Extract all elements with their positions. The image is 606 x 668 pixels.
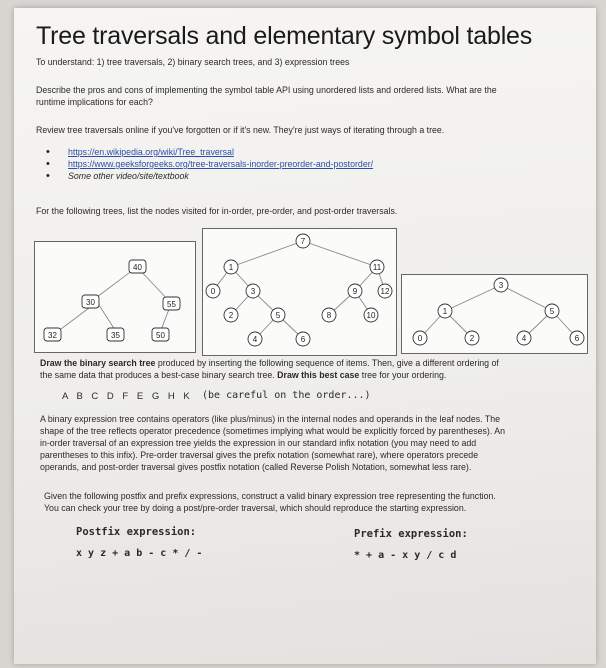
expression-tree-paragraph: A binary expression tree contains operators (like plus/minus) in the internal nodes and operands in the leaf nodes. The shape of the tree reflects operator precedence (sometimes implying what would be explicitly forced by parentheses). An in-order traversal of an expression tree yields the expression in our standard infix notation (you may need to add parentheses to this infix). Pre-order traversal gives the prefix notation (somewhat rare), where operators precede operands, and post-order traversal gives postfix notation (called Reverse Polish Notation, somewhat less rare). xyxy=(40,414,506,472)
svg-text:3: 3 xyxy=(498,281,504,290)
page-title: Tree traversals and elementary symbol tables xyxy=(36,22,533,50)
svg-text:8: 8 xyxy=(326,311,332,320)
tree-node xyxy=(206,284,220,298)
svg-text:5: 5 xyxy=(275,311,281,320)
tree-3-svg xyxy=(402,275,587,353)
list-item xyxy=(42,171,562,183)
trees-instruction: For the following trees, list the nodes visited for in-order, pre-order, and post-order traversals. xyxy=(36,206,398,216)
svg-text:0: 0 xyxy=(210,287,216,296)
tree-node xyxy=(296,332,310,346)
tree-node xyxy=(82,295,99,308)
tree-node xyxy=(370,260,384,274)
tree-node xyxy=(224,260,238,274)
tree-diagram-3 xyxy=(401,274,588,354)
tree-node xyxy=(413,331,427,345)
svg-text:50: 50 xyxy=(156,330,165,340)
bst-line-2: the same data that produces a best-case binary search tree. Draw this best case tree for your ordering. xyxy=(40,370,447,380)
tree-node xyxy=(296,234,310,248)
given-paragraph: Given the following postfix and prefix expressions, construct a valid binary expression tree representing the function. You can check your tree by doing a post/pre-order traversal, which should reproduce the starting expression. xyxy=(44,491,496,513)
svg-text:6: 6 xyxy=(300,335,306,344)
svg-text:55: 55 xyxy=(167,299,176,309)
svg-text:11: 11 xyxy=(372,263,382,272)
svg-text:5: 5 xyxy=(549,307,555,316)
svg-text:4: 4 xyxy=(521,334,527,343)
svg-text:0: 0 xyxy=(417,334,423,343)
tree-node xyxy=(152,328,169,341)
prefix-expression: * + a - x y / c d xyxy=(354,550,457,561)
review-text: Review tree traversals online if you've forgotten or if it's new. They're just ways of iterating through a tree. xyxy=(36,125,445,135)
svg-text:3: 3 xyxy=(250,287,256,296)
tree-node xyxy=(545,304,559,318)
prefix-label: Prefix expression: xyxy=(354,528,468,540)
links-list xyxy=(42,147,562,183)
svg-text:2: 2 xyxy=(228,311,234,320)
svg-text:30: 30 xyxy=(86,297,95,307)
bst-instructions xyxy=(40,357,580,381)
svg-text:12: 12 xyxy=(380,287,390,296)
svg-text:4: 4 xyxy=(252,335,258,344)
postfix-expression: x y z + a b - c * / - xyxy=(76,548,203,559)
svg-text:2: 2 xyxy=(469,334,475,343)
tree-node xyxy=(570,331,584,345)
tree-node xyxy=(271,308,285,322)
svg-text:1: 1 xyxy=(442,307,448,316)
tree-edge xyxy=(97,302,115,330)
svg-text:35: 35 xyxy=(111,330,120,340)
tree-node xyxy=(364,308,378,322)
postfix-label: Postfix expression: xyxy=(76,526,197,538)
understand-text: To understand: 1) tree traversals, 2) binary search trees, and 3) expression trees xyxy=(36,57,350,67)
tree-node xyxy=(246,284,260,298)
tree-diagram-1 xyxy=(34,241,196,353)
bst-line-1: Draw the binary search tree produced by inserting the following sequence of items. Then, give a different ordering of xyxy=(40,358,499,368)
bst-sequence: A B C D F E G H K xyxy=(62,391,193,402)
tree-node xyxy=(517,331,531,345)
tree-node xyxy=(248,332,262,346)
svg-text:1: 1 xyxy=(228,263,234,272)
other-resources-text: Some other video/site/textbook xyxy=(68,171,189,181)
tree-node xyxy=(129,260,146,273)
bst-caution: (be careful on the order...) xyxy=(202,390,371,401)
tree-node xyxy=(438,304,452,318)
tree-node xyxy=(107,328,124,341)
svg-text:6: 6 xyxy=(574,334,580,343)
svg-text:32: 32 xyxy=(48,330,57,340)
geeksforgeeks-link[interactable]: https://www.geeksforgeeks.org/tree-traversals-inorder-preorder-and-postorder/ xyxy=(68,159,374,169)
tree-2-svg xyxy=(203,229,396,355)
tree-node xyxy=(494,278,508,292)
tree-node xyxy=(163,297,180,310)
tree-diagram-2 xyxy=(202,228,397,356)
describe-line-2: runtime implications for each? xyxy=(36,97,153,107)
tree-node xyxy=(378,284,392,298)
wikipedia-link[interactable]: https://en.wikipedia.org/wiki/Tree_traversal xyxy=(68,147,234,157)
tree-1-svg xyxy=(35,242,195,352)
describe-line-1: Describe the pros and cons of implementing the symbol table API using unordered lists and ordered lists. What are the xyxy=(36,85,497,95)
svg-text:10: 10 xyxy=(366,311,376,320)
list-item xyxy=(42,159,562,171)
tree-node xyxy=(348,284,362,298)
tree-node xyxy=(224,308,238,322)
list-item xyxy=(42,147,562,159)
tree-node xyxy=(44,328,61,341)
svg-text:9: 9 xyxy=(352,287,358,296)
svg-text:7: 7 xyxy=(300,237,306,246)
tree-node xyxy=(465,331,479,345)
svg-text:40: 40 xyxy=(133,262,142,272)
tree-node xyxy=(322,308,336,322)
describe-paragraph xyxy=(36,84,596,108)
document-page xyxy=(14,8,596,664)
